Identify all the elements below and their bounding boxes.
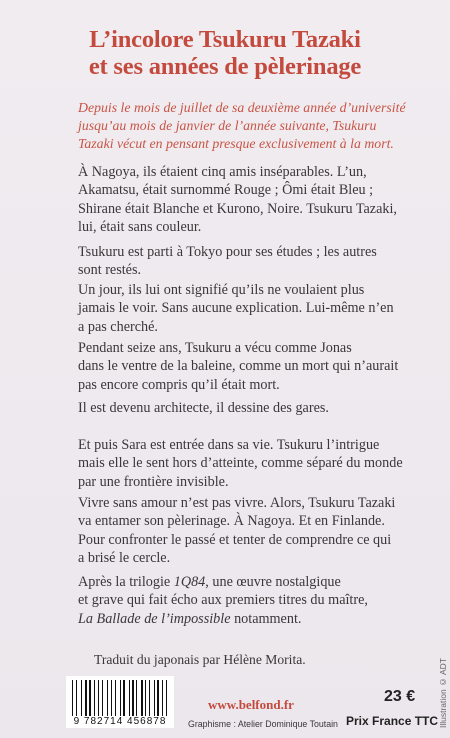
title-line-2: et ses années de pèlerinage <box>88 53 362 80</box>
paragraph-3 <box>78 281 423 336</box>
translator-credit: Traduit du japonais par Hélène Morita. <box>94 652 306 667</box>
barcode-bar <box>117 680 118 716</box>
paragraph-2 <box>78 243 423 280</box>
paragraph-line: a pas cherché. <box>78 318 158 335</box>
paragraph-line: Un jour, ils lui ont signifié qu’ils ne voulaient plus <box>78 282 365 298</box>
paragraph-line: jamais le voir. Sans aucune explication. Lui-même n’en <box>78 300 394 317</box>
barcode-bar <box>109 680 110 716</box>
paragraph-line: mais elle le sent hors d’atteinte, comme séparé du monde <box>78 455 403 472</box>
barcode-bar <box>138 680 140 716</box>
paragraph-line: pas encore compris qu’il était mort. <box>78 376 280 393</box>
barcode-bar <box>104 680 106 716</box>
barcode-bar <box>93 680 94 716</box>
intro-line: Depuis le mois de juillet de sa deuxième année d’université <box>78 100 406 115</box>
barcode-bar <box>115 680 116 716</box>
paragraph-7 <box>78 494 423 568</box>
paragraph-line: va entamer son pèlerinage. À Nagoya. Et en Finlande. <box>78 513 385 530</box>
barcode-bar <box>154 680 155 716</box>
barcode-bar <box>132 680 133 716</box>
barcode-bar <box>96 680 97 716</box>
barcode-bar <box>78 680 80 716</box>
barcode-bar <box>135 680 136 716</box>
paragraph-line: Pendant seize ans, Tsukuru a vécu comme Jonas <box>78 340 352 356</box>
barcode-bar <box>111 680 112 716</box>
barcode-bar <box>107 680 108 716</box>
barcode-bar <box>85 680 86 716</box>
paragraph-1 <box>78 163 423 237</box>
paragraph-6 <box>78 436 423 491</box>
intro-paragraph <box>78 99 423 153</box>
paragraph-line: et grave qui fait écho aux premiers titres du maître, <box>78 592 368 609</box>
barcode-bar <box>88 680 89 716</box>
barcode-bar <box>89 680 91 716</box>
publisher-website[interactable]: www.belfond.fr <box>208 697 294 712</box>
paragraph-line: sont restés. <box>78 262 142 279</box>
paragraph-line: Shirane était Blanche et Kurono, Noire. Tsukuru Tazaki, <box>78 200 397 217</box>
barcode-bar <box>102 680 103 716</box>
closing-paragraph <box>78 573 423 628</box>
title-line-1: L’incolore Tsukuru Tazaki <box>89 26 361 53</box>
barcode-bar <box>94 680 95 716</box>
barcode-number: 9 782714 456878 <box>73 716 167 727</box>
barcode-bar <box>157 680 159 716</box>
barcode-bar <box>136 680 137 716</box>
barcode-bar <box>164 680 165 716</box>
paragraph-line: par une frontière invisible. <box>78 473 229 490</box>
barcode-bar <box>120 680 121 716</box>
paragraph-line <box>78 573 423 591</box>
closing-italic-title: La Ballade de l’impossible <box>78 610 231 627</box>
barcode-bar <box>145 680 146 716</box>
design-credit: Graphisme : Atelier Dominique Toutain <box>188 719 338 729</box>
paragraph-line: a brisé le cercle. <box>78 550 171 567</box>
price: 23 € <box>384 688 416 705</box>
paragraph-line: Et puis Sara est entrée dans sa vie. Tsukuru l’intrigue <box>78 437 380 453</box>
barcode-bar <box>123 680 125 716</box>
paragraph-line <box>78 610 423 628</box>
barcode-bar <box>129 680 130 716</box>
paragraph-line: dans le ventre de la baleine, comme un mort qui n’aurait <box>78 358 399 375</box>
barcode-bar <box>147 680 148 716</box>
barcode-bars <box>72 680 168 716</box>
closing-text: Après la trilogie <box>78 574 174 590</box>
barcode-bar <box>160 680 161 716</box>
paragraph-line: Il est devenu architecte, il dessine des gares. <box>78 400 329 416</box>
barcode-bar <box>75 680 76 716</box>
barcode-bar <box>144 680 145 716</box>
barcode-bar <box>81 680 82 716</box>
barcode <box>66 676 174 728</box>
paragraph-line: Tsukuru est parti à Tokyo pour ses études ; les autres <box>78 244 377 260</box>
barcode-bar <box>100 680 101 716</box>
intro-line: jusqu’au mois de janvier de l’année suivante, Tsukuru <box>78 118 377 133</box>
closing-text: notamment. <box>230 610 302 627</box>
paragraph-line: À Nagoya, ils étaient cinq amis inséparables. L’un, <box>78 164 367 180</box>
intro-line: Tazaki vécut en pensant presque exclusivement à la mort. <box>78 136 394 151</box>
paragraph-4 <box>78 339 423 394</box>
barcode-bar <box>149 680 150 716</box>
barcode-bar <box>141 680 142 716</box>
barcode-bar <box>162 680 163 716</box>
barcode-bar <box>122 680 123 716</box>
barcode-bar <box>126 680 127 716</box>
barcode-bar <box>113 680 114 716</box>
price-label: Prix France TTC <box>346 714 439 728</box>
barcode-bar <box>166 680 167 716</box>
barcode-bar <box>155 680 156 716</box>
barcode-bar <box>83 680 84 716</box>
paragraph-line: Pour confronter le passé et tenter de comprendre ce qui <box>78 531 392 548</box>
closing-italic-title: 1Q84 <box>173 574 206 590</box>
barcode-bar <box>131 680 132 716</box>
closing-text: , une œuvre nostalgique <box>205 574 341 590</box>
paragraph-line: Vivre sans amour n’est pas vivre. Alors, Tsukuru Tazaki <box>78 495 396 511</box>
paragraph-5 <box>78 399 423 417</box>
paragraph-line: lui, était sans couleur. <box>78 219 202 236</box>
barcode-bar <box>76 680 77 716</box>
barcode-bar <box>72 680 73 716</box>
illustration-credit: Illustration © ADT <box>438 658 448 728</box>
barcode-bar <box>151 680 152 716</box>
book-title <box>0 26 450 80</box>
paragraph-line: Akamatsu, était surnommé Rouge ; Ômi était Bleu ; <box>78 182 374 199</box>
barcode-bar <box>98 680 99 716</box>
